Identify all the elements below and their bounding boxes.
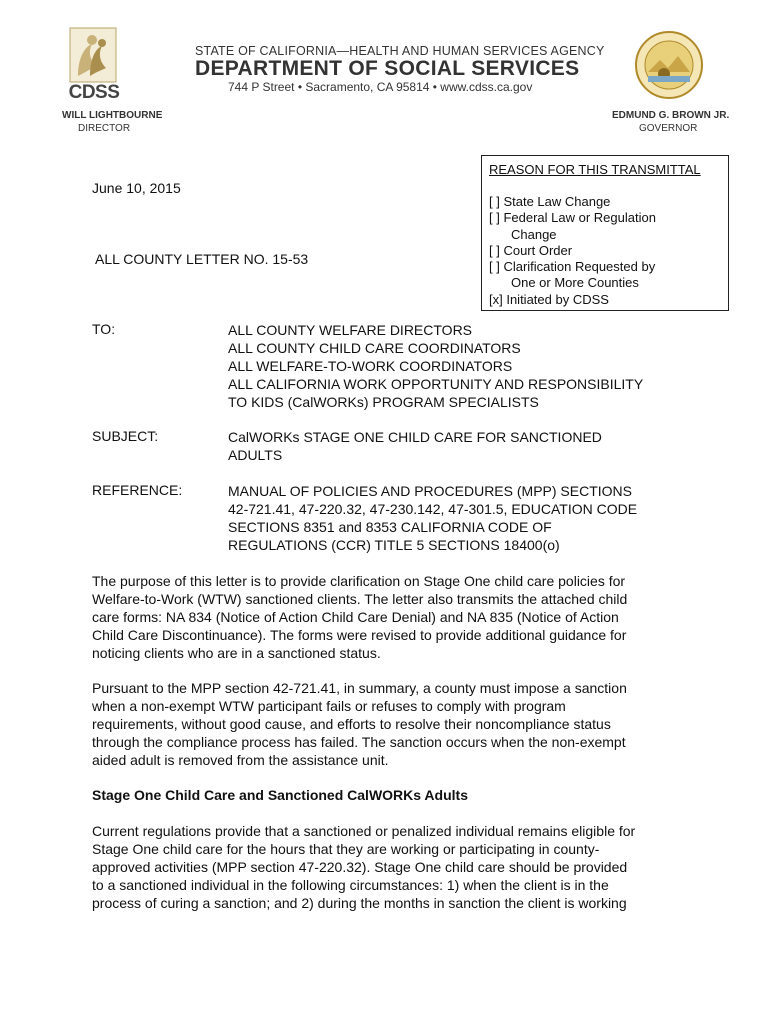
text-line: Current regulations provide that a sanctioned or penalized individual remains eligible for: [92, 823, 636, 839]
text-line: The purpose of this letter is to provide clarification on Stage One child care policies for: [92, 573, 626, 589]
governor-name: EDMUND G. BROWN JR.: [612, 110, 730, 121]
director-name: WILL LIGHTBOURNE: [62, 110, 163, 121]
subject-text: [228, 428, 602, 464]
text-line: noticing clients who are in a sanctioned status.: [92, 645, 381, 661]
recipient-line: ALL COUNTY CHILD CARE COORDINATORS: [228, 340, 521, 356]
recipient-line: ALL COUNTY WELFARE DIRECTORS: [228, 322, 473, 338]
letter-date: June 10, 2015: [92, 180, 181, 196]
reference-line: MANUAL OF POLICIES AND PROCEDURES (MPP) SECTIONS: [228, 483, 632, 499]
recipient-line: ALL CALIFORNIA WORK OPPORTUNITY AND RESPONSIBILITY: [228, 376, 644, 392]
subject-line: CalWORKs STAGE ONE CHILD CARE FOR SANCTIONED: [228, 429, 602, 445]
agency-line: STATE OF CALIFORNIA—HEALTH AND HUMAN SERVICES AGENCY: [195, 44, 605, 58]
department-name: DEPARTMENT OF SOCIAL SERVICES: [195, 57, 580, 80]
to-recipients: [228, 321, 643, 411]
subject-line: ADULTS: [228, 447, 283, 463]
recipient-line: TO KIDS (CalWORKs) PROGRAM SPECIALISTS: [228, 394, 539, 410]
reason-line: [ ] Clarification Requested by: [489, 259, 656, 275]
reason-line: One or More Counties: [511, 275, 639, 291]
reason-line: [x] Initiated by CDSS: [489, 291, 609, 307]
section-heading: Stage One Child Care and Sanctioned CalWORKs Adults: [92, 787, 468, 803]
reference-line: SECTIONS 8351 and 8353 CALIFORNIA CODE OF: [228, 519, 552, 535]
text-line: approved activities (MPP section 47-220.32). Stage One child care should be provided: [92, 859, 628, 875]
logo-text: CDSS: [68, 82, 120, 103]
text-line: process of curing a sanction; and 2) during the months in sanction the client is working: [92, 895, 627, 911]
governor-title: GOVERNOR: [639, 123, 698, 134]
text-line: Pursuant to the MPP section 42-721.41, in summary, a county must impose a sanction: [92, 680, 627, 696]
reason-line: [ ] Court Order: [489, 242, 573, 258]
text-line: Child Care Discontinuance). The forms were revised to provide additional guidance for: [92, 627, 627, 643]
paragraph-sanction: [92, 679, 692, 769]
department-address: 744 P Street • Sacramento, CA 95814 • www.cdss.ca.gov: [228, 80, 533, 94]
text-line: care forms: NA 834 (Notice of Action Child Care Denial) and NA 835 (Notice of Action: [92, 609, 619, 625]
letter-number: ALL COUNTY LETTER NO. 15-53: [95, 251, 309, 267]
reason-line: Change: [511, 226, 557, 242]
reason-line: [ ] State Law Change: [489, 194, 611, 209]
reference-line: 42-721.41, 47-220.32, 47-230.142, 47-301.5, EDUCATION CODE: [228, 501, 638, 517]
reference-text: [228, 482, 637, 554]
text-line: through the compliance process has failed. The sanction occurs when the non-exempt: [92, 734, 626, 750]
text-line: when a non-exempt WTW participant fails or refuses to comply with program: [92, 698, 566, 714]
to-label: TO:: [92, 321, 116, 337]
text-line: Stage One child care for the hours that they are working or participating in county-: [92, 841, 600, 857]
subject-label: SUBJECT:: [92, 428, 159, 444]
reference-line: REGULATIONS (CCR) TITLE 5 SECTIONS 18400(o): [228, 537, 560, 553]
text-line: aided adult is removed from the assistance unit.: [92, 752, 389, 768]
director-title: DIRECTOR: [78, 123, 131, 134]
state-seal-icon: [634, 30, 704, 100]
reference-label: REFERENCE:: [92, 482, 183, 498]
recipient-line: ALL WELFARE-TO-WORK COORDINATORS: [228, 358, 513, 374]
paragraph-purpose: [92, 572, 692, 662]
text-line: requirements, without good cause, and efforts to resolve their noncompliance status: [92, 716, 611, 732]
paragraph-regulations: [92, 822, 692, 912]
reason-title: REASON FOR THIS TRANSMITTAL: [489, 162, 701, 177]
reason-line: [ ] Federal Law or Regulation: [489, 210, 656, 226]
text-line: Welfare-to-Work (WTW) sanctioned clients. The letter also transmits the attached child: [92, 591, 628, 607]
text-line: to a sanctioned individual in the following circumstances: 1) when the client is in the: [92, 877, 609, 893]
reason-list: [489, 194, 729, 308]
